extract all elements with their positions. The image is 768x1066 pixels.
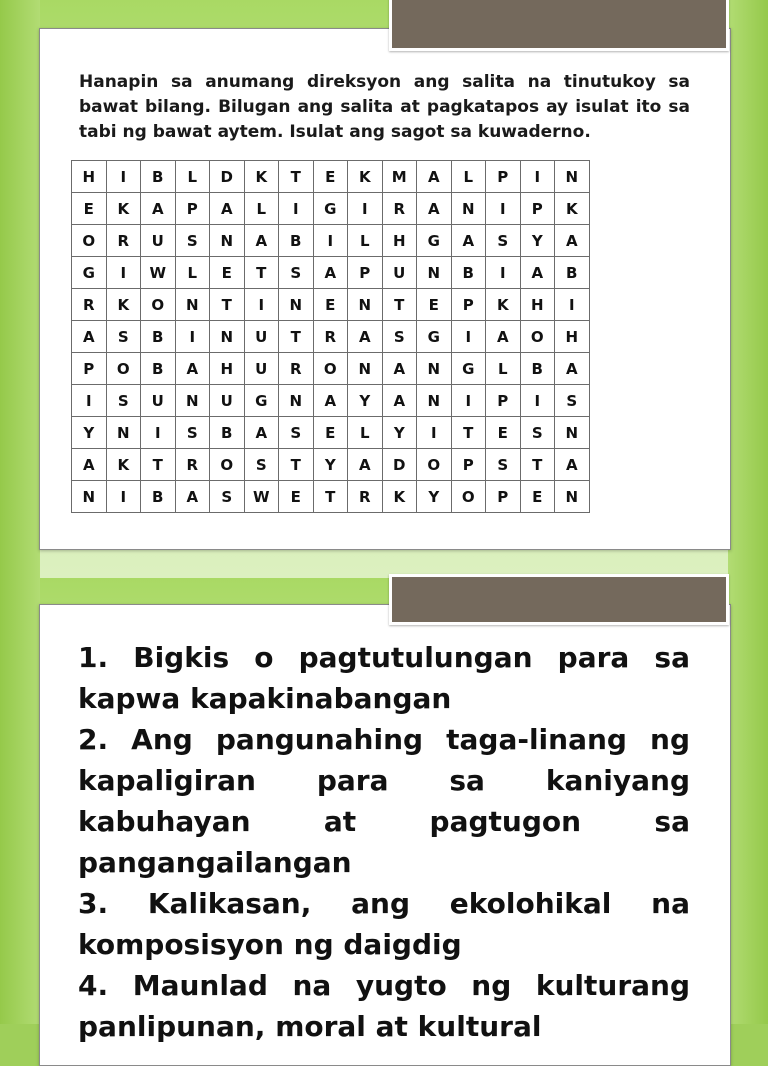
grid-cell[interactable]: I [451,385,486,417]
grid-cell[interactable]: N [279,289,314,321]
grid-cell[interactable]: I [72,385,107,417]
grid-cell[interactable]: K [106,289,141,321]
grid-cell[interactable]: P [451,449,486,481]
grid-cell[interactable]: I [175,321,210,353]
grid-cell[interactable]: L [175,161,210,193]
grid-cell[interactable]: S [486,225,521,257]
grid-cell[interactable]: P [486,481,521,513]
grid-cell[interactable]: I [141,417,176,449]
slide-edge-right [728,578,768,1024]
grid-cell[interactable]: E [417,289,452,321]
grid-cell[interactable]: O [313,353,348,385]
word-search-card [39,28,731,550]
question-item: 1. Bigkis o pagtutulungan para sa kapwa kapakinabangan [78,641,690,715]
word-search-grid [71,160,590,513]
grid-row [72,449,590,481]
grid-cell[interactable]: G [417,225,452,257]
grid-cell[interactable]: Y [417,481,452,513]
grid-cell[interactable]: Y [72,417,107,449]
grid-cell[interactable]: P [451,289,486,321]
grid-cell[interactable]: I [106,257,141,289]
grid-cell[interactable]: A [313,257,348,289]
grid-cell[interactable]: I [520,161,555,193]
grid-cell[interactable]: U [141,225,176,257]
grid-cell[interactable]: N [72,481,107,513]
grid-row [72,321,590,353]
grid-cell[interactable]: U [141,385,176,417]
grid-cell[interactable]: K [244,161,279,193]
grid-cell[interactable]: H [382,225,417,257]
grid-cell[interactable]: Y [348,385,383,417]
questions-card [39,604,731,1066]
grid-cell[interactable]: Y [313,449,348,481]
grid-cell[interactable]: K [486,289,521,321]
grid-cell[interactable]: T [279,161,314,193]
grid-cell[interactable]: N [555,161,590,193]
grid-cell[interactable]: B [141,481,176,513]
grid-cell[interactable]: S [106,385,141,417]
grid-cell[interactable]: U [210,385,245,417]
grid-cell[interactable]: L [486,353,521,385]
question-item: 2. Ang pangunahing taga-linang ng kapaligiran para sa kaniyang kabuhayan at pagtugon sa pangangailangan [78,723,690,879]
grid-cell[interactable]: A [313,385,348,417]
grid-cell[interactable]: P [72,353,107,385]
grid-cell[interactable]: R [382,193,417,225]
grid-cell[interactable]: U [244,321,279,353]
grid-cell[interactable]: A [382,353,417,385]
grid-cell[interactable]: O [106,353,141,385]
grid-cell[interactable]: R [106,225,141,257]
grid-cell[interactable]: T [520,449,555,481]
slide-questions [0,578,768,1043]
grid-cell[interactable]: K [382,481,417,513]
grid-cell[interactable]: D [210,161,245,193]
grid-cell[interactable]: B [210,417,245,449]
grid-cell[interactable]: S [520,417,555,449]
grid-cell[interactable]: T [141,449,176,481]
grid-cell[interactable]: P [486,161,521,193]
grid-cell[interactable]: A [417,161,452,193]
grid-cell[interactable]: O [72,225,107,257]
grid-cell[interactable]: R [175,449,210,481]
grid-cell[interactable]: E [313,161,348,193]
grid-cell[interactable]: I [486,193,521,225]
grid-cell[interactable]: A [175,353,210,385]
grid-cell[interactable]: L [175,257,210,289]
grid-cell[interactable]: A [175,481,210,513]
grid-cell[interactable]: N [106,417,141,449]
grid-cell[interactable]: K [106,449,141,481]
grid-cell[interactable]: T [313,481,348,513]
grid-row [72,385,590,417]
grid-row [72,225,590,257]
grid-cell[interactable]: B [141,161,176,193]
grid-cell[interactable]: I [106,481,141,513]
grid-cell[interactable]: N [279,385,314,417]
grid-cell[interactable]: U [382,257,417,289]
grid-cell[interactable]: N [451,193,486,225]
grid-cell[interactable]: S [279,257,314,289]
grid-cell[interactable]: P [348,257,383,289]
grid-cell[interactable]: S [210,481,245,513]
grid-cell[interactable]: N [210,321,245,353]
grid-cell[interactable]: A [210,193,245,225]
grid-cell[interactable]: B [555,257,590,289]
grid-cell[interactable]: I [313,225,348,257]
grid-cell[interactable]: E [313,417,348,449]
grid-cell[interactable]: A [244,417,279,449]
grid-cell[interactable]: E [313,289,348,321]
grid-cell[interactable]: R [348,481,383,513]
grid-cell[interactable]: H [72,161,107,193]
grid-cell[interactable]: O [451,481,486,513]
grid-cell[interactable]: T [279,449,314,481]
grid-row [72,353,590,385]
grid-cell[interactable]: S [244,449,279,481]
grid-cell[interactable]: S [279,417,314,449]
grid-cell[interactable]: S [382,321,417,353]
grid-cell[interactable]: S [175,417,210,449]
grid-row [72,481,590,513]
grid-cell[interactable]: S [555,385,590,417]
grid-cell[interactable]: A [244,225,279,257]
grid-cell[interactable]: N [555,417,590,449]
slide-edge-left [0,578,40,1024]
grid-cell[interactable]: T [279,321,314,353]
grid-cell[interactable]: I [417,417,452,449]
grid-cell[interactable]: I [451,321,486,353]
grid-cell[interactable]: S [106,321,141,353]
grid-cell[interactable]: L [348,417,383,449]
grid-cell[interactable]: A [486,321,521,353]
grid-row [72,193,590,225]
title-tab [389,0,729,51]
grid-cell[interactable]: E [279,481,314,513]
grid-cell[interactable]: U [244,353,279,385]
grid-cell[interactable]: K [348,161,383,193]
grid-cell[interactable]: R [279,353,314,385]
grid-cell[interactable]: H [210,353,245,385]
grid-cell[interactable]: K [106,193,141,225]
grid-cell[interactable]: W [141,257,176,289]
grid-cell[interactable]: O [141,289,176,321]
grid-row [72,161,590,193]
grid-cell[interactable]: B [141,321,176,353]
grid-cell[interactable]: N [348,289,383,321]
grid-cell[interactable]: A [417,193,452,225]
grid-cell[interactable]: P [520,193,555,225]
grid-row [72,417,590,449]
grid-cell[interactable]: Y [520,225,555,257]
grid-cell[interactable]: S [175,225,210,257]
grid-cell[interactable]: N [555,481,590,513]
grid-cell[interactable]: R [313,321,348,353]
grid-cell[interactable]: L [244,193,279,225]
grid-cell[interactable]: I [348,193,383,225]
grid-cell[interactable]: N [175,289,210,321]
grid-cell[interactable]: H [520,289,555,321]
slide-edge-left [0,0,40,578]
slide-edge-right [728,0,768,578]
grid-cell[interactable]: O [210,449,245,481]
grid-cell[interactable]: G [72,257,107,289]
grid-cell[interactable]: B [520,353,555,385]
grid-cell[interactable]: N [417,257,452,289]
questions-list [78,637,690,1047]
grid-cell[interactable]: N [210,225,245,257]
instructions-text: Hanapin sa anumang direksyon ang salita na tinutukoy sa bawat bilang. Bilugan ang salita at pagkatapos ay isulat ito sa tabi ng bawat aytem. Isulat ang sagot sa kuwaderno. [79,72,690,142]
grid-cell[interactable]: I [520,385,555,417]
grid-row [72,257,590,289]
grid-cell[interactable]: A [141,193,176,225]
title-tab [389,574,729,625]
grid-cell[interactable]: B [141,353,176,385]
grid-cell[interactable]: A [555,353,590,385]
question-item: 3. Kalikasan, ang ekolohikal na komposisyon ng daigdig [78,887,690,961]
grid-cell[interactable]: D [382,449,417,481]
grid-cell[interactable]: H [555,321,590,353]
grid-cell[interactable]: L [348,225,383,257]
grid-cell[interactable]: N [417,353,452,385]
grid-cell[interactable]: A [382,385,417,417]
grid-cell[interactable]: N [417,385,452,417]
grid-cell[interactable]: N [348,353,383,385]
grid-cell[interactable]: L [451,161,486,193]
grid-cell[interactable]: P [175,193,210,225]
grid-cell[interactable]: E [72,193,107,225]
grid-cell[interactable]: G [417,321,452,353]
grid-cell[interactable]: I [106,161,141,193]
question-item: 4. Maunlad na yugto ng kulturang panlipunan, moral at kultural [78,969,690,1043]
grid-cell[interactable]: I [279,193,314,225]
grid-cell[interactable]: M [382,161,417,193]
grid-cell[interactable]: O [417,449,452,481]
grid-cell[interactable]: E [520,481,555,513]
grid-cell[interactable]: T [244,257,279,289]
grid-cell[interactable]: A [555,225,590,257]
grid-cell[interactable]: W [244,481,279,513]
grid-cell[interactable]: K [555,193,590,225]
grid-cell[interactable]: A [348,449,383,481]
grid-cell[interactable]: B [279,225,314,257]
grid-cell[interactable]: A [348,321,383,353]
grid-cell[interactable]: Y [382,417,417,449]
grid-cell[interactable]: G [451,353,486,385]
grid-cell[interactable]: I [486,257,521,289]
grid-cell[interactable]: B [451,257,486,289]
grid-cell[interactable]: A [520,257,555,289]
grid-cell[interactable]: N [175,385,210,417]
grid-cell[interactable]: E [486,417,521,449]
grid-cell[interactable]: T [210,289,245,321]
grid-row [72,289,590,321]
grid-cell[interactable]: A [72,449,107,481]
grid-cell[interactable]: A [72,321,107,353]
grid-cell[interactable]: A [451,225,486,257]
grid-cell[interactable]: E [210,257,245,289]
grid-cell[interactable]: G [313,193,348,225]
grid-cell[interactable]: T [382,289,417,321]
grid-cell[interactable]: I [555,289,590,321]
grid-cell[interactable]: P [486,385,521,417]
grid-cell[interactable]: T [451,417,486,449]
grid-cell[interactable]: A [555,449,590,481]
grid-cell[interactable]: G [244,385,279,417]
grid-cell[interactable]: O [520,321,555,353]
grid-cell[interactable]: I [244,289,279,321]
grid-cell[interactable]: R [72,289,107,321]
grid-cell[interactable]: S [486,449,521,481]
